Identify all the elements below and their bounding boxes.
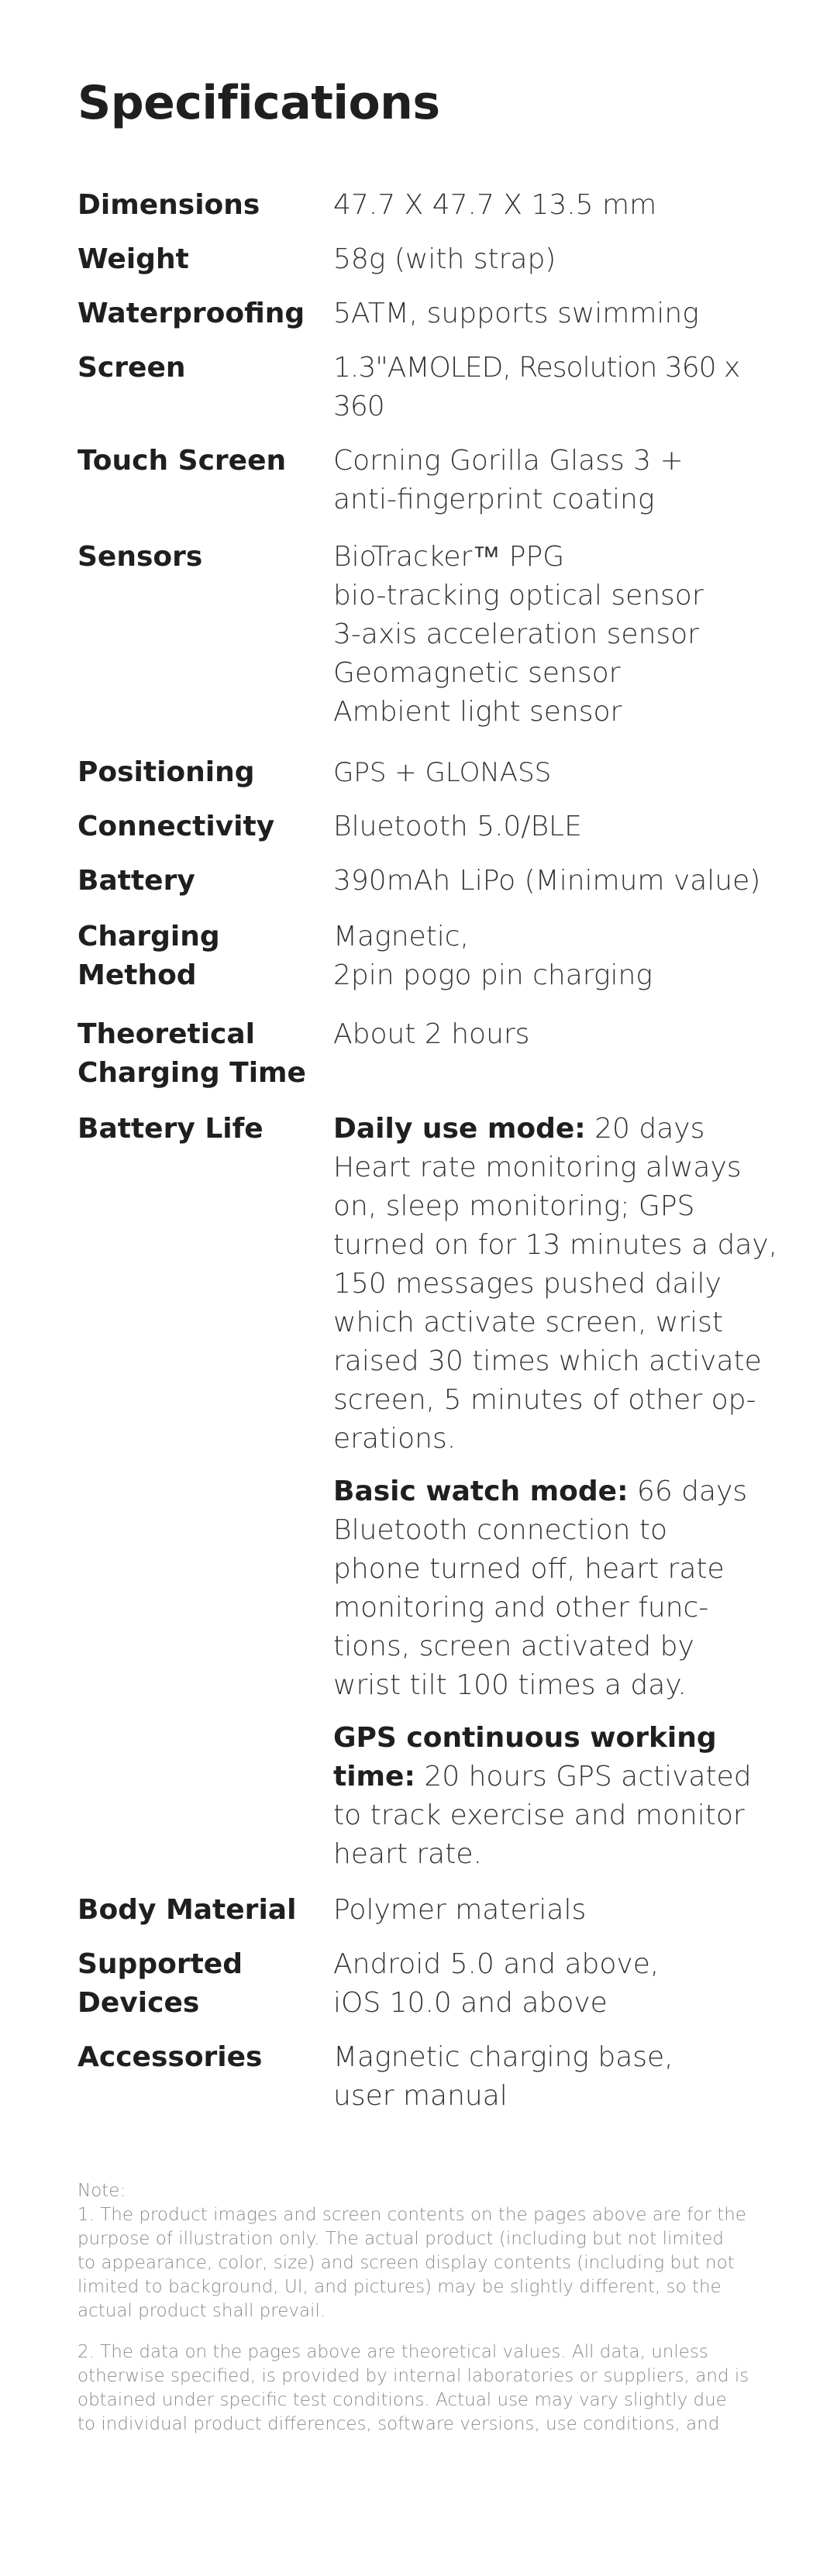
spec-value-line: wrist tilt 100 times a day. <box>333 1669 687 1701</box>
spec-label-line: Method <box>78 959 197 991</box>
spec-value-line: erations. <box>333 1423 456 1455</box>
disclaimer-note <box>78 2179 760 2454</box>
spec-value: Polymer materials <box>333 1894 587 1926</box>
battery-mode-heading: GPS continuous working <box>333 1722 717 1754</box>
page-title: Specifications <box>78 76 440 130</box>
spec-value: GPS + GLONASS <box>333 757 552 788</box>
spec-label-line: Devices <box>78 1987 200 2019</box>
spec-row-body-material <box>78 1891 790 1930</box>
spec-label: Weight <box>78 243 189 275</box>
spec-value-line: BioTracker™ PPG <box>333 541 565 573</box>
spec-label-line: Charging Time <box>78 1057 306 1089</box>
spec-value-line: iOS 10.0 and above <box>333 1987 608 2019</box>
battery-mode-basic <box>333 1472 790 1705</box>
spec-label: Sensors <box>78 541 203 573</box>
spec-value: About 2 hours <box>333 1018 530 1050</box>
spec-value: Bluetooth 5.0/BLE <box>333 811 582 842</box>
spec-value: 390mAh LiPo (Minimum value) <box>333 865 761 897</box>
spec-value-line <box>333 1472 790 1511</box>
spec-value <box>333 442 790 519</box>
spec-value-line: Heart rate monitoring always <box>333 1152 742 1183</box>
note-line: otherwise specified, is provided by internal laboratories or suppliers, and is <box>78 2366 749 2386</box>
spec-label: Battery <box>78 865 195 897</box>
spec-value-line: Geomagnetic sensor <box>333 657 621 689</box>
spec-label: Touch Screen <box>78 445 287 477</box>
spec-value-line: monitoring and other func- <box>333 1592 709 1624</box>
spec-value-line: 2pin pogo pin charging <box>333 959 653 991</box>
note-line: to appearance, color, size) and screen display contents (including but not <box>78 2253 735 2273</box>
spec-row-dimensions <box>78 186 790 225</box>
spec-value: 58g (with strap) <box>333 243 556 275</box>
spec-value <box>333 1110 790 1874</box>
spec-label: Dimensions <box>78 189 260 221</box>
note-line: obtained under specific test conditions. Actual use may vary slightly due <box>78 2390 727 2410</box>
spec-value-line <box>333 1110 790 1149</box>
spec-value-line: to track exercise and monitor <box>333 1799 745 1831</box>
spec-value <box>333 538 790 732</box>
spec-row-waterproofing <box>78 294 790 333</box>
spec-value-line: Android 5.0 and above, <box>333 1948 660 1980</box>
spec-value-line: anti-fingerprint coating <box>333 484 655 515</box>
spec-label: Positioning <box>78 756 255 788</box>
note-line: limited to background, UI, and pictures) may be slightly different, so the <box>78 2277 722 2297</box>
spec-row-touch-screen <box>78 442 790 519</box>
note-line: 2. The data on the pages above are theoretical values. All data, unless <box>78 2342 708 2362</box>
spec-value: 47.7 X 47.7 X 13.5 mm <box>333 189 657 221</box>
spec-value-line: screen, 5 minutes of other op- <box>333 1384 756 1416</box>
spec-label: Waterproofing <box>78 298 305 329</box>
spec-row-screen <box>78 349 790 426</box>
spec-value-line: bio-tracking optical sensor <box>333 580 704 611</box>
spec-value <box>333 1945 790 2023</box>
spec-value-line: Ambient light sensor <box>333 696 622 728</box>
spec-label: Accessories <box>78 2041 263 2073</box>
spec-label: Body Material <box>78 1894 297 1926</box>
spec-row-weight <box>78 240 790 279</box>
spec-table <box>78 186 790 2116</box>
spec-value-line <box>333 1719 790 1758</box>
spec-value-line: 150 messages pushed daily <box>333 1268 722 1300</box>
spec-label <box>78 1945 333 2023</box>
spec-value-line: Bluetooth connection to <box>333 1514 668 1546</box>
spec-value-line: phone turned off, heart rate <box>333 1553 725 1585</box>
spec-value-line <box>333 1758 790 1796</box>
note-line: purpose of illustration only. The actual product (including but not limited <box>78 2229 724 2249</box>
spec-label: Battery Life <box>78 1113 264 1145</box>
spec-value <box>333 918 790 995</box>
spec-row-charging-time <box>78 1015 790 1093</box>
battery-mode-heading: Basic watch mode: <box>333 1476 629 1507</box>
spec-value: 1.3"AMOLED, Resolution 360 x 360 <box>333 352 740 422</box>
spec-value-line: Magnetic, <box>333 921 470 952</box>
battery-mode-daily <box>333 1110 790 1458</box>
spec-label-line: Charging <box>78 921 220 952</box>
note-paragraph-2 <box>78 2340 760 2437</box>
battery-mode-gps <box>333 1719 790 1874</box>
note-paragraph-1 <box>78 2203 760 2323</box>
battery-mode-duration: 66 days <box>628 1476 748 1507</box>
spec-row-battery <box>78 862 790 901</box>
spec-row-supported-devices <box>78 1945 790 2023</box>
battery-mode-heading: time: <box>333 1761 415 1793</box>
spec-value-line: which activate screen, wrist <box>333 1307 724 1338</box>
spec-row-charging-method <box>78 918 790 995</box>
battery-mode-duration: 20 hours GPS activated <box>415 1761 752 1793</box>
note-line: actual product shall prevail. <box>78 2301 326 2321</box>
spec-row-sensors <box>78 538 790 732</box>
spec-label: Screen <box>78 352 186 384</box>
spec-row-positioning <box>78 753 790 792</box>
spec-value-line: on, sleep monitoring; GPS <box>333 1190 695 1222</box>
spec-row-connectivity <box>78 808 790 846</box>
spec-label <box>78 918 333 995</box>
note-line: to individual product differences, software versions, use conditions, and <box>78 2414 720 2434</box>
spec-value-line: heart rate. <box>333 1838 482 1870</box>
spec-value-line: Corning Gorilla Glass 3 + <box>333 445 684 477</box>
spec-label <box>78 1015 333 1093</box>
spec-row-accessories <box>78 2038 790 2116</box>
spec-value <box>333 2038 790 2116</box>
spec-value-line: raised 30 times which activate <box>333 1345 762 1377</box>
spec-value-line: user manual <box>333 2080 508 2112</box>
spec-label: Connectivity <box>78 811 275 842</box>
note-heading: Note: <box>78 2181 126 2201</box>
spec-value-line: 3-axis acceleration sensor <box>333 618 699 650</box>
spec-label-line: Supported <box>78 1948 243 1980</box>
note-line: 1. The product images and screen contents on the pages above are for the <box>78 2205 746 2225</box>
spec-value-line: Magnetic charging base, <box>333 2041 673 2073</box>
battery-mode-heading: Daily use mode: <box>333 1113 586 1145</box>
spec-value: 5ATM, supports swimming <box>333 298 699 329</box>
spec-value-line: turned on for 13 minutes a day, <box>333 1229 778 1261</box>
spec-row-battery-life <box>78 1110 790 1874</box>
battery-mode-duration: 20 days <box>585 1113 705 1145</box>
spec-label-line: Theoretical <box>78 1018 256 1050</box>
spec-value-line: tions, screen activated by <box>333 1631 694 1662</box>
